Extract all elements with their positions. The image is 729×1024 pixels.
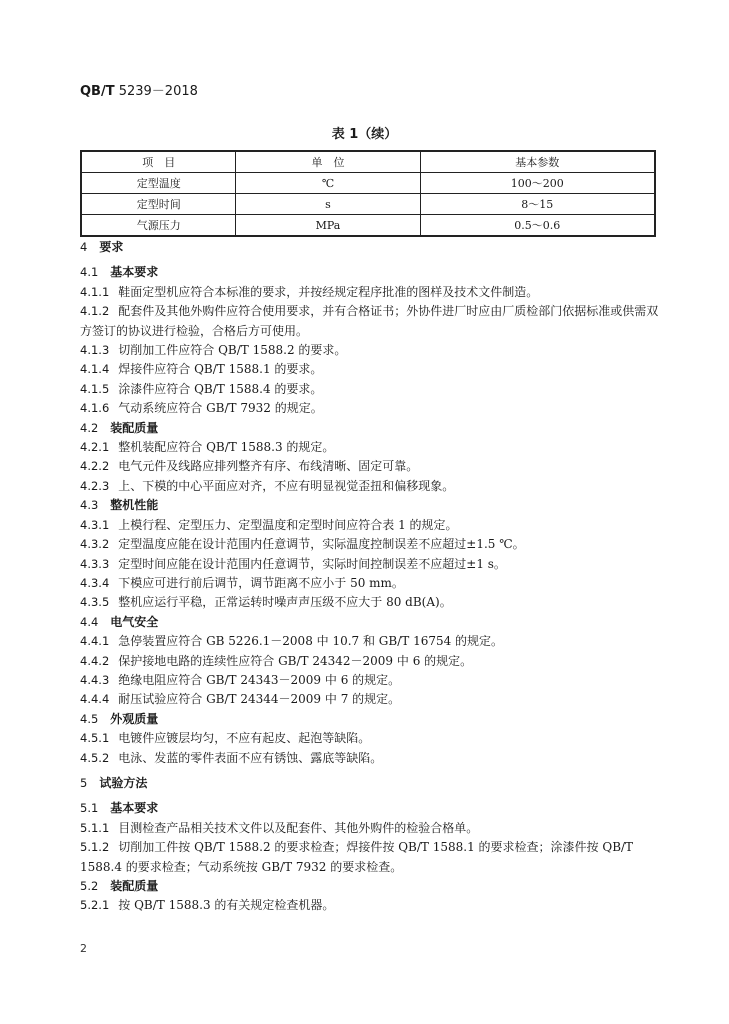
- clause-item: [80, 593, 660, 612]
- table-cell: 定型温度: [81, 173, 236, 194]
- section-heading: [80, 419, 660, 438]
- clause-item: [80, 555, 660, 574]
- clause-number: 4.4: [80, 614, 99, 629]
- clause-number: 4.2.1: [80, 440, 110, 455]
- clause-item: [80, 652, 660, 671]
- clause-text: 下模应可进行前后调节，调节距离不应小于 50 mm。: [118, 575, 404, 590]
- clause-text: 保护接地电路的连续性应符合 GB/T 24342－2009 中 6 的规定。: [118, 653, 473, 668]
- clause-item: [80, 896, 660, 915]
- clause-text: 切削加工件按 QB/T 1588.2 的要求检查；焊接件按 QB/T 1588.1 的要求检查；涂漆件按 QB/T 1588.4 的要求检查；气动系统按 GB/T 7932 的要求检查。: [80, 840, 634, 874]
- clause-text: 鞋面定型机应符合本标准的要求，并按经规定程序批准的图样及技术文件制造。: [118, 284, 539, 299]
- clause-text: 涂漆件应符合 QB/T 1588.4 的要求。: [118, 381, 323, 396]
- clause-text: 切削加工件应符合 QB/T 1588.2 的要求。: [118, 343, 347, 358]
- clause-text: 整机性能: [110, 498, 159, 513]
- table-cell: 定型时间: [81, 194, 236, 215]
- clause-text: 按 QB/T 1588.3 的有关规定检查机器。: [118, 898, 335, 913]
- clause-number: 4.2.3: [80, 478, 110, 493]
- clause-text: 整机装配应符合 QB/T 1588.3 的规定。: [118, 440, 335, 455]
- clause-item: [80, 399, 660, 418]
- header-basic-params: 基本参数: [420, 151, 655, 173]
- clause-text: 电泳、发蓝的零件表面不应有锈蚀、露底等缺陷。: [118, 750, 383, 765]
- clause-number: 4.3.3: [80, 556, 110, 571]
- clause-item: [80, 516, 660, 535]
- clause-item: [80, 302, 660, 341]
- clause-text: 急停装置应符合 GB 5226.1－2008 中 10.7 和 GB/T 16754 的规定。: [118, 634, 504, 649]
- section-heading: [80, 710, 660, 729]
- clause-item: [80, 535, 660, 554]
- section-heading: [80, 496, 660, 515]
- clause-item: [80, 819, 660, 838]
- clause-text: 要求: [99, 240, 124, 254]
- clause-text: 绝缘电阻应符合 GB/T 24343－2009 中 6 的规定。: [118, 672, 401, 687]
- table-cell: s: [236, 194, 420, 215]
- clause-number: 4.1.2: [80, 304, 110, 319]
- clause-item: [80, 438, 660, 457]
- clause-item: [80, 671, 660, 690]
- section-heading: [80, 613, 660, 632]
- clause-item: [80, 341, 660, 360]
- table-cell: MPa: [236, 215, 420, 237]
- clause-number: 4.1.5: [80, 381, 110, 396]
- clause-text: 试验方法: [99, 775, 148, 790]
- clause-text: 上模行程、定型压力、定型温度和定型时间应符合表 1 的规定。: [118, 517, 458, 532]
- clause-number: 4.3.1: [80, 517, 110, 532]
- clause-number: 4.2: [80, 420, 99, 435]
- clause-number: 5: [80, 775, 88, 790]
- table-row: [81, 173, 655, 194]
- table-cell: 0.5～0.6: [420, 215, 655, 237]
- clause-number: 4.3: [80, 498, 99, 513]
- clause-number: 5.1.1: [80, 820, 110, 835]
- clause-text: 电气元件及线路应排列整齐有序、布线清晰、固定可靠。: [118, 459, 419, 474]
- clause-text: 电镀件应镀层均匀，不应有起皮、起泡等缺陷。: [118, 731, 371, 746]
- section-heading: [80, 799, 660, 818]
- clause-text: 装配质量: [110, 879, 159, 893]
- clause-number: 5.1.2: [80, 840, 110, 855]
- table-cell: 100～200: [420, 173, 655, 194]
- clause-number: 4.1.6: [80, 401, 110, 416]
- page-number: 2: [80, 942, 87, 955]
- chapter-heading: [80, 774, 660, 793]
- table-row: [81, 215, 655, 237]
- clause-item: [80, 729, 660, 748]
- clause-number: 4.3.2: [80, 537, 110, 552]
- standard-number: 5239－2018: [118, 84, 198, 99]
- clause-item: [80, 457, 660, 476]
- clause-text: 基本要求: [110, 801, 159, 816]
- clause-text: 定型时间应能在设计范围内任意调节，实际时间控制误差不应超过±1 s。: [118, 556, 506, 571]
- clause-number: 4.5.2: [80, 750, 110, 765]
- chapter-heading: [80, 238, 660, 257]
- clause-item: [80, 749, 660, 768]
- clause-number: 4.4.4: [80, 692, 110, 707]
- clause-number: 4.1.4: [80, 362, 110, 377]
- clause-number: 4.5.1: [80, 731, 110, 746]
- table-cell: ℃: [236, 173, 420, 194]
- clause-item: [80, 690, 660, 709]
- clause-number: 4.1.1: [80, 284, 110, 299]
- standard-code: [80, 80, 198, 99]
- document-body: [80, 238, 660, 916]
- clause-number: 4.5: [80, 711, 99, 726]
- clause-number: 5.2: [80, 879, 99, 893]
- clause-item: [80, 360, 660, 379]
- clause-number: 4: [80, 240, 88, 254]
- table-header-row: [81, 151, 655, 173]
- clause-item: [80, 380, 660, 399]
- clause-text: 基本要求: [110, 265, 159, 280]
- header-unit: 单 位: [236, 151, 420, 173]
- clause-number: 4.4.3: [80, 672, 110, 687]
- clause-text: 焊接件应符合 QB/T 1588.1 的要求。: [118, 362, 323, 377]
- clause-item: [80, 632, 660, 651]
- clause-text: 耐压试验应符合 GB/T 24344－2009 中 7 的规定。: [118, 692, 401, 707]
- clause-text: 配套件及其他外购件应符合使用要求，并有合格证书；外协件进厂时应由厂质检部门依据标准或供需双方签订的协议进行检验，合格后方可使用。: [80, 304, 659, 338]
- clause-item: [80, 283, 660, 302]
- table-cell: 气源压力: [81, 215, 236, 237]
- table-cell: 8～15: [420, 194, 655, 215]
- clause-number: 4.2.2: [80, 459, 110, 474]
- clause-number: 5.2.1: [80, 898, 110, 913]
- clause-text: 定型温度应能在设计范围内任意调节，实际温度控制误差不应超过±1.5 ℃。: [118, 537, 525, 552]
- clause-text: 气动系统应符合 GB/T 7932 的规定。: [118, 401, 323, 416]
- clause-text: 电气安全: [110, 614, 159, 629]
- clause-number: 4.3.4: [80, 575, 110, 590]
- clause-number: 5.1: [80, 801, 99, 816]
- clause-text: 整机应运行平稳，正常运转时噪声声压级不应大于 80 dB(A)。: [118, 595, 452, 610]
- standard-prefix: QB/T: [80, 84, 115, 99]
- clause-text: 外观质量: [110, 711, 159, 726]
- clause-number: 4.4.2: [80, 653, 110, 668]
- header-item: 项 目: [81, 151, 236, 173]
- clause-text: 目测检查产品相关技术文件以及配套件、其他外购件的检验合格单。: [118, 820, 479, 835]
- clause-item: [80, 477, 660, 496]
- clause-text: 装配质量: [110, 420, 159, 435]
- clause-number: 4.3.5: [80, 595, 110, 610]
- table-row: [81, 194, 655, 215]
- section-heading: [80, 877, 660, 896]
- section-heading: [80, 263, 660, 282]
- parameters-table: [80, 150, 656, 237]
- clause-item: [80, 574, 660, 593]
- clause-text: 上、下模的中心平面应对齐，不应有明显视觉歪扭和偏移现象。: [118, 478, 455, 493]
- clause-number: 4.1: [80, 265, 99, 280]
- table-caption: 表 1（续）: [331, 127, 398, 142]
- clause-number: 4.1.3: [80, 343, 110, 358]
- clause-number: 4.4.1: [80, 634, 110, 649]
- clause-item: [80, 838, 660, 877]
